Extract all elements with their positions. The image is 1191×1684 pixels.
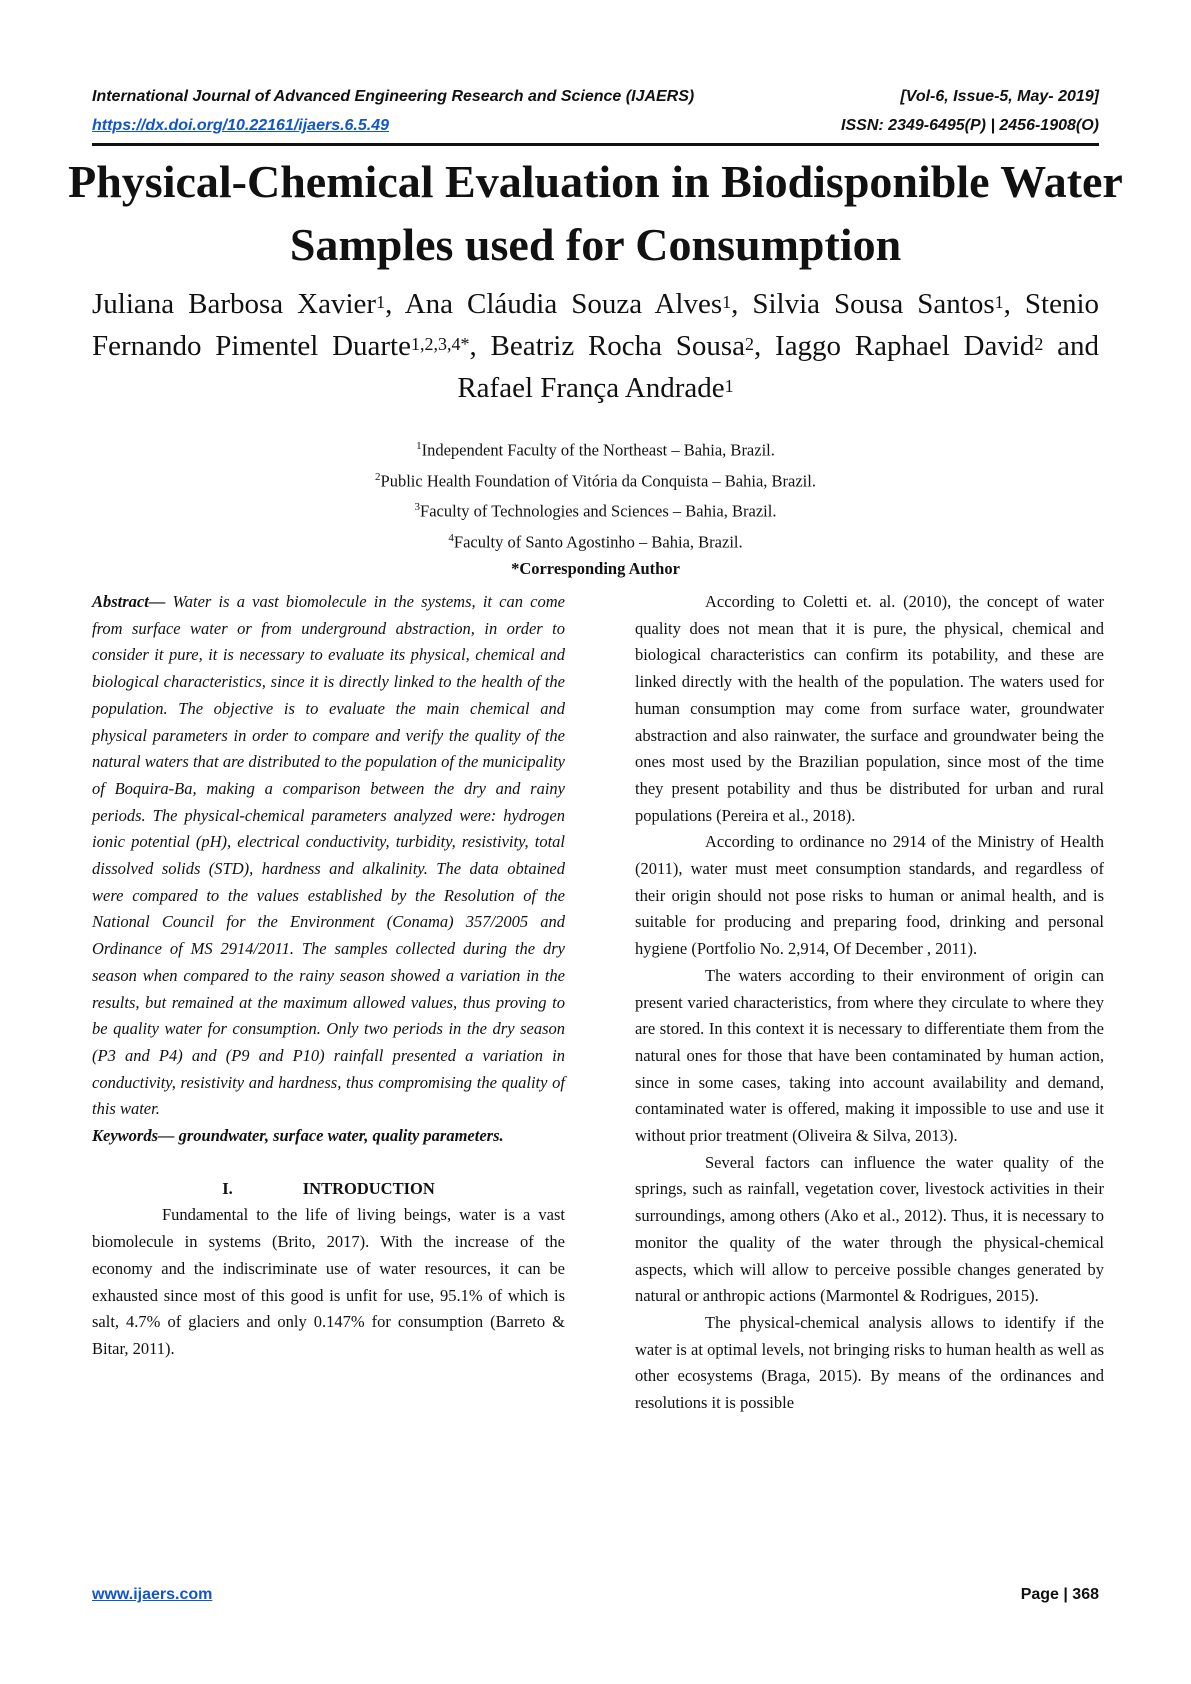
left-column — [92, 589, 565, 1363]
section-heading-introduction: I. INTRODUCTION — [222, 1178, 435, 1198]
author: Beatriz Rocha Sousa$^2$, — [490, 330, 776, 362]
affiliation: $^2$Public Health Foundation of Vitória da Conquista – Bahia, Brazil. — [375, 470, 816, 490]
introduction-paragraph: Fundamental to the life of living beings, water is a vast biomolecule in systems (Brito, 2017). With the increase of the economy and the indiscriminate use of water resources, it can be exhausted since most of this good is unfit for use, 95.1% of which is salt, 4.7% of glaciers and only 0.147% for consumption (Barreto & Bitar, 2011). — [92, 1205, 565, 1358]
author: Ana Cláudia Souza Alves$^1$, — [404, 288, 753, 320]
body-paragraph: According to Coletti et. al. (2010), the concept of water quality does not mean that it is pure, the physical, chemical and biological characteristics can confirm its potability, and these are linked directly with the health of the population. The waters used for human consumption may come from surface water, groundwater abstraction and also rainwater, the surface and groundwater being the ones most used by the Brazilian population, since most of the time they present potability and thus be distributed for urban and rural populations (Pereira et al., 2018). — [635, 592, 1104, 825]
journal-name: International Journal of Advanced Engineering Research and Science (IJAERS) — [92, 88, 695, 105]
page-number: Page | 368 — [1020, 1586, 1099, 1603]
keywords — [92, 1123, 565, 1150]
abstract — [92, 589, 565, 1123]
journal-website-link[interactable]: www.ijaers.com — [92, 1586, 213, 1603]
author-list — [92, 283, 1099, 409]
paper-title: Physical-Chemical Evaluation in Biodisponible Water Samples used for Consumption — [68, 156, 1123, 270]
author: Stenio Fernando Pimentel Duarte$^{1,2,3,4*}$, — [92, 288, 1100, 362]
abstract-label: Abstract— — [92, 592, 166, 611]
author: Rafael França Andrade$^1$ — [457, 372, 734, 404]
affiliation: $^4$Faculty of Santo Agostinho – Bahia, Brazil. — [448, 531, 743, 551]
abstract-text: Water is a vast biomolecule in the systems, it can come from surface water or from underground abstraction, in order to consider it pure, it is necessary to evaluate its physical, chemical and biological characteristics, since it is directly linked to the health of the population. The objective is to evaluate the main chemical and physical parameters in order to compare and verify the quality of the natural waters that are distributed to the population of the municipality of Boquira-Ba, making a comparison between the dry and rainy periods. The physical-chemical parameters analyzed were: hydrogen ionic potential (pH), electrical conductivity, turbidity, resistivity, total dissolved solids (STD), hardness and alkalinity. The data obtained were compared to the values established by the Resolution of the National Council for the Environment (Conama) 357/2005 and Ordinance of MS 2914/2011. The samples collected during the dry season when compared to the rainy season showed a variation in the results, but remained at the maximum allowed values, thus proving to be quality water for consumption. Only two periods in the dry season (P3 and P4) and (P9 and P10) rainfall presented a variation in conductivity, resistivity and hardness, thus compromising the quality of this water. — [92, 592, 565, 1119]
issn-info: ISSN: 2349-6495(P) | 2456-1908(O) — [841, 117, 1099, 134]
doi-link[interactable]: https://dx.doi.org/10.22161/ijaers.6.5.49 — [92, 117, 390, 134]
volume-info: [Vol-6, Issue-5, May- 2019] — [900, 88, 1099, 105]
body-paragraph: The physical-chemical analysis allows to identify if the water is at optimal levels, not bringing risks to human health as well as other ecosystems (Braga, 2015). By means of the ordinances and resolutions it is possible — [635, 1312, 1104, 1413]
author: Juliana Barbosa Xavier$^1$, — [92, 288, 405, 320]
body-paragraph: Several factors can influence the water quality of the springs, such as rainfall, vegetation cover, livestock activities in their surroundings, among others (Ako et al., 2012). Thus, it is necessary to monitor the quality of the water through the physical-chemical aspects, which will allow to perceive possible changes generated by natural or anthropic actions (Marmontel & Rodrigues, 2015). — [635, 1152, 1104, 1306]
right-column — [635, 589, 1104, 1417]
author: Silvia Sousa Santos$^1$, — [752, 288, 1025, 320]
affiliation: $^3$Faculty of Technologies and Sciences – Bahia, Brazil. — [414, 501, 777, 521]
affiliation: $^1$Independent Faculty of the Northeast – Bahia, Brazil. — [416, 440, 775, 460]
header-rule — [92, 143, 1099, 146]
body-paragraph: According to ordinance no 2914 of the Ministry of Health (2011), water must meet consumption standards, and regardless of their origin should not pose risks to human or animal health, and is suitable for producing and preparing food, drinking and personal hygiene (Portfolio No. 2,914, Of December , 2011). — [635, 832, 1104, 959]
affiliation-list — [92, 433, 1099, 582]
body-paragraph: The waters according to their environment of origin can present varied characteristics, from where they circulate to where they are stored. In this context it is necessary to differentiate them from the natural ones for those that have been contaminated by human action, since in some cases, taking into account availability and demand, contaminated water is offered, making it impossible to use and use it without prior treatment (Oliveira & Silva, 2013). — [635, 965, 1104, 1146]
keywords-label: Keywords— — [92, 1126, 175, 1146]
corresponding-author-note: *Corresponding Author — [511, 559, 680, 578]
author: Iaggo Raphael David$^2$ and — [775, 330, 1100, 362]
keywords-text: groundwater, surface water, quality parameters. — [174, 1126, 504, 1146]
